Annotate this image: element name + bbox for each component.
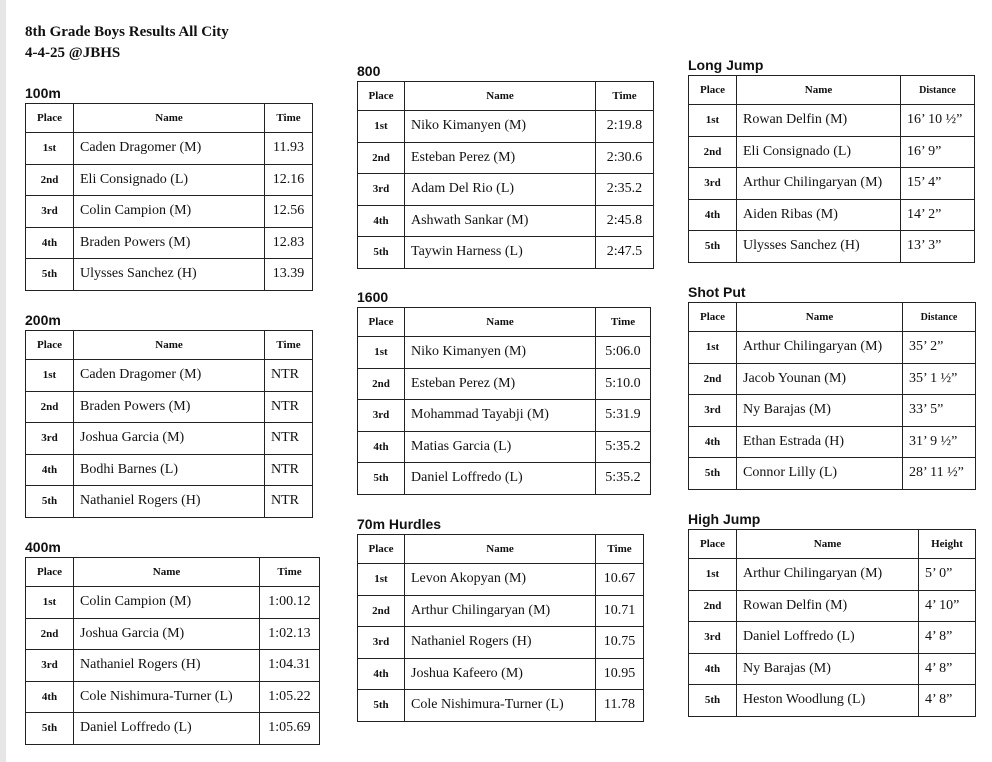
place-cell: 5th — [689, 231, 737, 263]
column-header-name: Name — [74, 558, 260, 587]
athlete-name-cell: Jacob Younan (M) — [737, 363, 903, 395]
mark-cell: 1:04.31 — [260, 650, 320, 682]
table-row — [689, 168, 975, 200]
place-cell: 1st — [358, 337, 405, 369]
place-cell: 4th — [26, 454, 74, 486]
athlete-name-cell: Mohammad Tayabji (M) — [405, 400, 596, 432]
column-header-mark: Time — [260, 558, 320, 587]
place-cell: 1st — [26, 133, 74, 165]
mark-cell: 4’ 8” — [919, 685, 976, 717]
event-heading: Long Jump — [688, 57, 764, 73]
column-header-place: Place — [358, 535, 405, 564]
event-heading: 400m — [25, 539, 61, 555]
place-cell: 3rd — [26, 423, 74, 455]
table-header-row — [26, 558, 320, 587]
mark-cell: 16’ 10 ½” — [901, 105, 975, 137]
mark-cell: 1:05.69 — [260, 713, 320, 745]
column-header-name: Name — [405, 535, 596, 564]
athlete-name-cell: Arthur Chilingaryan (M) — [405, 595, 596, 627]
athlete-name-cell: Aiden Ribas (M) — [737, 199, 901, 231]
column-header-mark: Time — [265, 104, 313, 133]
place-cell: 2nd — [26, 164, 74, 196]
mark-cell: 2:19.8 — [596, 111, 654, 143]
place-cell: 2nd — [358, 595, 405, 627]
athlete-name-cell: Ny Barajas (M) — [737, 395, 903, 427]
mark-cell: 33’ 5” — [903, 395, 976, 427]
table-row — [689, 685, 976, 717]
athlete-name-cell: Nathaniel Rogers (H) — [405, 627, 596, 659]
place-cell: 3rd — [358, 627, 405, 659]
mark-cell: 4’ 10” — [919, 590, 976, 622]
athlete-name-cell: Arthur Chilingaryan (M) — [737, 332, 903, 364]
results-table — [688, 529, 976, 717]
mark-cell: 10.95 — [596, 658, 644, 690]
mark-cell: NTR — [265, 486, 313, 518]
event-high-jump — [688, 511, 976, 717]
table-row — [26, 587, 320, 619]
athlete-name-cell: Braden Powers (M) — [74, 227, 265, 259]
table-row — [358, 658, 644, 690]
table-row — [689, 363, 976, 395]
document-title — [25, 22, 229, 64]
table-row — [26, 650, 320, 682]
athlete-name-cell: Heston Woodlung (L) — [737, 685, 919, 717]
athlete-name-cell: Esteban Perez (M) — [405, 142, 596, 174]
table-header-row — [689, 76, 975, 105]
mark-cell: 10.75 — [596, 627, 644, 659]
place-cell: 2nd — [26, 618, 74, 650]
results-table — [357, 534, 644, 722]
athlete-name-cell: Daniel Loffredo (L) — [74, 713, 260, 745]
table-row — [26, 196, 313, 228]
event-heading: 1600 — [357, 289, 389, 305]
athlete-name-cell: Nathaniel Rogers (H) — [74, 486, 265, 518]
mark-cell: 4’ 8” — [919, 622, 976, 654]
event-1600 — [357, 289, 651, 495]
mark-cell: 5:35.2 — [596, 431, 651, 463]
table-row — [689, 622, 976, 654]
mark-cell: 12.83 — [265, 227, 313, 259]
column-header-mark: Time — [265, 331, 313, 360]
place-cell: 3rd — [358, 400, 405, 432]
results-table — [25, 103, 313, 291]
table-header-row — [358, 308, 651, 337]
table-row — [358, 111, 654, 143]
table-row — [358, 174, 654, 206]
table-row — [358, 205, 654, 237]
place-cell: 4th — [358, 658, 405, 690]
event-long-jump — [688, 57, 975, 263]
table-row — [358, 337, 651, 369]
table-row — [26, 486, 313, 518]
mark-cell: 11.93 — [265, 133, 313, 165]
table-header-row — [689, 530, 976, 559]
athlete-name-cell: Eli Consignado (L) — [737, 136, 901, 168]
column-header-place: Place — [26, 558, 74, 587]
table-row — [689, 653, 976, 685]
athlete-name-cell: Arthur Chilingaryan (M) — [737, 168, 901, 200]
table-row — [26, 713, 320, 745]
event-heading: 200m — [25, 312, 61, 328]
athlete-name-cell: Bodhi Barnes (L) — [74, 454, 265, 486]
place-cell: 3rd — [689, 395, 737, 427]
column-header-place: Place — [358, 82, 405, 111]
column-header-name: Name — [74, 331, 265, 360]
place-cell: 4th — [358, 431, 405, 463]
athlete-name-cell: Niko Kimanyen (M) — [405, 111, 596, 143]
event-70m-hurdles — [357, 516, 644, 722]
table-row — [26, 227, 313, 259]
mark-cell: 15’ 4” — [901, 168, 975, 200]
table-row — [358, 142, 654, 174]
place-cell: 2nd — [689, 136, 737, 168]
table-row — [358, 463, 651, 495]
results-table — [688, 302, 976, 490]
event-shot-put — [688, 284, 976, 490]
mark-cell: NTR — [265, 454, 313, 486]
mark-cell: 5:10.0 — [596, 368, 651, 400]
athlete-name-cell: Ashwath Sankar (M) — [405, 205, 596, 237]
results-table — [688, 75, 975, 263]
mark-cell: 2:35.2 — [596, 174, 654, 206]
column-header-mark: Height — [919, 530, 976, 559]
place-cell: 2nd — [689, 590, 737, 622]
mark-cell: 5’ 0” — [919, 559, 976, 591]
mark-cell: 35’ 2” — [903, 332, 976, 364]
table-row — [358, 400, 651, 432]
place-cell: 2nd — [358, 368, 405, 400]
athlete-name-cell: Nathaniel Rogers (H) — [74, 650, 260, 682]
table-row — [26, 423, 313, 455]
mark-cell: 10.67 — [596, 564, 644, 596]
place-cell: 5th — [358, 237, 405, 269]
left-edge-strip — [0, 0, 6, 762]
place-cell: 5th — [689, 458, 737, 490]
column-header-place: Place — [26, 104, 74, 133]
table-row — [689, 458, 976, 490]
place-cell: 1st — [26, 587, 74, 619]
athlete-name-cell: Joshua Garcia (M) — [74, 618, 260, 650]
place-cell: 2nd — [358, 142, 405, 174]
table-row — [26, 391, 313, 423]
table-row — [689, 231, 975, 263]
athlete-name-cell: Cole Nishimura-Turner (L) — [74, 681, 260, 713]
place-cell: 4th — [689, 199, 737, 231]
athlete-name-cell: Taywin Harness (L) — [405, 237, 596, 269]
athlete-name-cell: Colin Campion (M) — [74, 196, 265, 228]
athlete-name-cell: Caden Dragomer (M) — [74, 360, 265, 392]
athlete-name-cell: Daniel Loffredo (L) — [737, 622, 919, 654]
table-row — [358, 237, 654, 269]
column-header-name: Name — [405, 82, 596, 111]
column-header-place: Place — [26, 331, 74, 360]
place-cell: 4th — [689, 653, 737, 685]
column-header-mark: Time — [596, 535, 644, 564]
place-cell: 1st — [689, 105, 737, 137]
table-row — [689, 426, 976, 458]
mark-cell: 4’ 8” — [919, 653, 976, 685]
table-row — [689, 105, 975, 137]
place-cell: 1st — [689, 559, 737, 591]
column-header-name: Name — [737, 530, 919, 559]
results-table — [25, 330, 313, 518]
event-200m — [25, 312, 313, 518]
athlete-name-cell: Matias Garcia (L) — [405, 431, 596, 463]
table-header-row — [26, 104, 313, 133]
table-row — [26, 454, 313, 486]
mark-cell: 35’ 1 ½” — [903, 363, 976, 395]
athlete-name-cell: Braden Powers (M) — [74, 391, 265, 423]
event-heading: 800 — [357, 63, 381, 79]
place-cell: 1st — [689, 332, 737, 364]
athlete-name-cell: Ulysses Sanchez (H) — [737, 231, 901, 263]
table-row — [26, 360, 313, 392]
place-cell: 1st — [358, 111, 405, 143]
column-header-place: Place — [689, 530, 737, 559]
mark-cell: 2:45.8 — [596, 205, 654, 237]
place-cell: 4th — [358, 205, 405, 237]
mark-cell: 28’ 11 ½” — [903, 458, 976, 490]
event-100m — [25, 85, 313, 291]
title-line-1: 8th Grade Boys Results All City — [25, 24, 229, 40]
column-header-mark: Distance — [901, 76, 975, 105]
place-cell: 3rd — [358, 174, 405, 206]
mark-cell: 12.56 — [265, 196, 313, 228]
place-cell: 5th — [26, 713, 74, 745]
athlete-name-cell: Colin Campion (M) — [74, 587, 260, 619]
athlete-name-cell: Joshua Kafeero (M) — [405, 658, 596, 690]
place-cell: 3rd — [26, 650, 74, 682]
mark-cell: 2:30.6 — [596, 142, 654, 174]
athlete-name-cell: Daniel Loffredo (L) — [405, 463, 596, 495]
mark-cell: 5:06.0 — [596, 337, 651, 369]
athlete-name-cell: Ethan Estrada (H) — [737, 426, 903, 458]
place-cell: 3rd — [26, 196, 74, 228]
results-table — [357, 307, 651, 495]
table-row — [26, 618, 320, 650]
event-400m — [25, 539, 320, 745]
mark-cell: 2:47.5 — [596, 237, 654, 269]
athlete-name-cell: Eli Consignado (L) — [74, 164, 265, 196]
event-heading: High Jump — [688, 511, 761, 527]
table-header-row — [358, 535, 644, 564]
place-cell: 1st — [358, 564, 405, 596]
athlete-name-cell: Caden Dragomer (M) — [74, 133, 265, 165]
column-header-mark: Time — [596, 82, 654, 111]
table-row — [689, 559, 976, 591]
column-header-place: Place — [689, 76, 737, 105]
athlete-name-cell: Rowan Delfin (M) — [737, 105, 901, 137]
column-header-place: Place — [358, 308, 405, 337]
results-table — [25, 557, 320, 745]
mark-cell: 5:35.2 — [596, 463, 651, 495]
event-heading: 100m — [25, 85, 61, 101]
place-cell: 2nd — [689, 363, 737, 395]
mark-cell: NTR — [265, 360, 313, 392]
mark-cell: NTR — [265, 391, 313, 423]
place-cell: 1st — [26, 360, 74, 392]
column-header-name: Name — [405, 308, 596, 337]
place-cell: 4th — [26, 681, 74, 713]
mark-cell: 1:05.22 — [260, 681, 320, 713]
place-cell: 5th — [358, 690, 405, 722]
place-cell: 5th — [26, 259, 74, 291]
place-cell: 2nd — [26, 391, 74, 423]
mark-cell: 31’ 9 ½” — [903, 426, 976, 458]
place-cell: 3rd — [689, 622, 737, 654]
table-row — [26, 164, 313, 196]
place-cell: 4th — [26, 227, 74, 259]
table-row — [689, 590, 976, 622]
column-header-name: Name — [737, 303, 903, 332]
column-header-place: Place — [689, 303, 737, 332]
table-header-row — [26, 331, 313, 360]
table-row — [689, 332, 976, 364]
column-header-mark: Time — [596, 308, 651, 337]
mark-cell: 10.71 — [596, 595, 644, 627]
athlete-name-cell: Rowan Delfin (M) — [737, 590, 919, 622]
event-heading: Shot Put — [688, 284, 746, 300]
mark-cell: 13’ 3” — [901, 231, 975, 263]
table-row — [689, 136, 975, 168]
event-heading: 70m Hurdles — [357, 516, 442, 532]
athlete-name-cell: Connor Lilly (L) — [737, 458, 903, 490]
table-row — [358, 690, 644, 722]
table-row — [26, 133, 313, 165]
table-row — [358, 368, 651, 400]
event-800 — [357, 63, 654, 269]
mark-cell: 14’ 2” — [901, 199, 975, 231]
mark-cell: 13.39 — [265, 259, 313, 291]
place-cell: 4th — [689, 426, 737, 458]
table-row — [358, 431, 651, 463]
athlete-name-cell: Esteban Perez (M) — [405, 368, 596, 400]
table-header-row — [689, 303, 976, 332]
mark-cell: 12.16 — [265, 164, 313, 196]
table-row — [26, 259, 313, 291]
mark-cell: NTR — [265, 423, 313, 455]
athlete-name-cell: Adam Del Rio (L) — [405, 174, 596, 206]
column-header-name: Name — [74, 104, 265, 133]
athlete-name-cell: Levon Akopyan (M) — [405, 564, 596, 596]
athlete-name-cell: Cole Nishimura-Turner (L) — [405, 690, 596, 722]
place-cell: 5th — [689, 685, 737, 717]
place-cell: 5th — [26, 486, 74, 518]
athlete-name-cell: Ulysses Sanchez (H) — [74, 259, 265, 291]
table-row — [358, 564, 644, 596]
table-row — [358, 595, 644, 627]
place-cell: 3rd — [689, 168, 737, 200]
title-line-2: 4-4-25 @JBHS — [25, 45, 121, 61]
athlete-name-cell: Ny Barajas (M) — [737, 653, 919, 685]
mark-cell: 5:31.9 — [596, 400, 651, 432]
mark-cell: 1:00.12 — [260, 587, 320, 619]
table-header-row — [358, 82, 654, 111]
table-row — [358, 627, 644, 659]
mark-cell: 16’ 9” — [901, 136, 975, 168]
table-row — [689, 199, 975, 231]
athlete-name-cell: Joshua Garcia (M) — [74, 423, 265, 455]
place-cell: 5th — [358, 463, 405, 495]
table-row — [26, 681, 320, 713]
table-row — [689, 395, 976, 427]
athlete-name-cell: Niko Kimanyen (M) — [405, 337, 596, 369]
mark-cell: 1:02.13 — [260, 618, 320, 650]
column-header-name: Name — [737, 76, 901, 105]
results-table — [357, 81, 654, 269]
athlete-name-cell: Arthur Chilingaryan (M) — [737, 559, 919, 591]
mark-cell: 11.78 — [596, 690, 644, 722]
column-header-mark: Distance — [903, 303, 976, 332]
